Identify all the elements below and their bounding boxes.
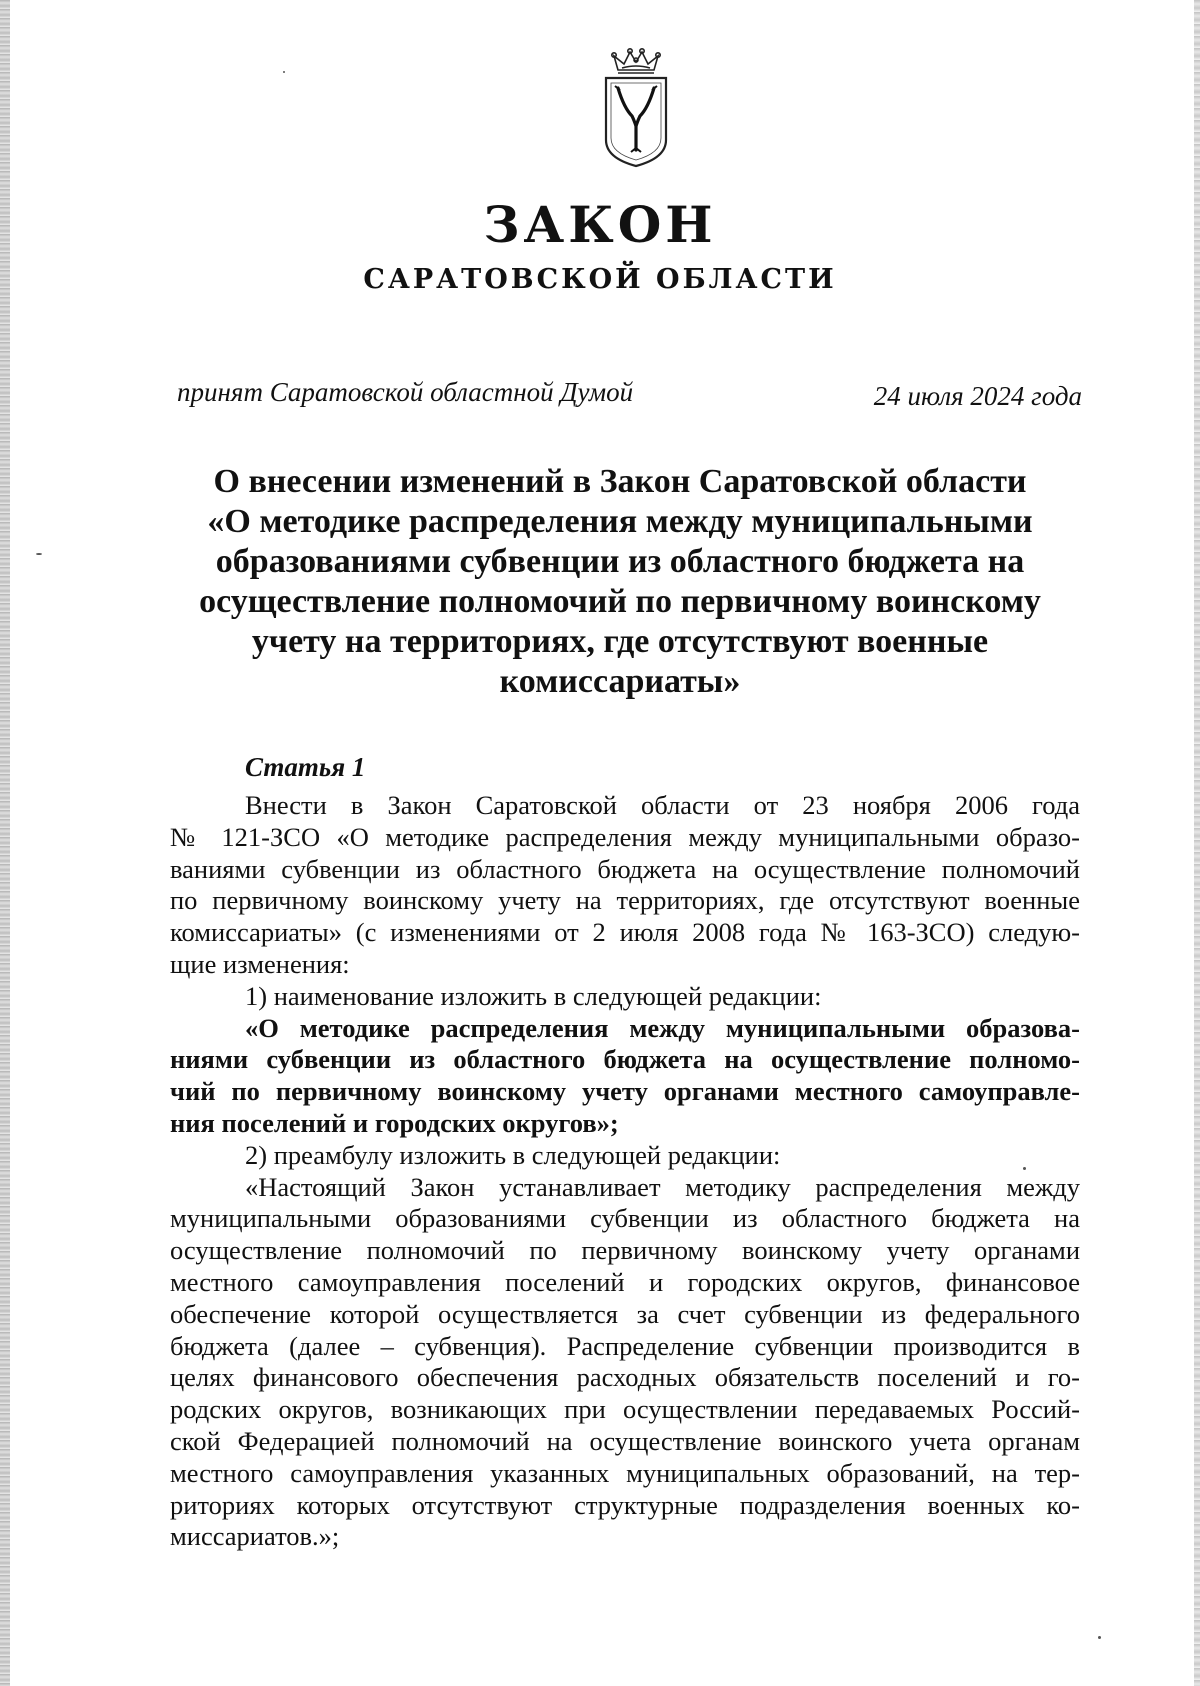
item-2-quote-line: осуществление полномочий по первичному воинскому учету органами bbox=[170, 1235, 1080, 1266]
coat-of-arms-icon bbox=[598, 48, 674, 168]
item-2-quote-line: миссариатов.»; bbox=[170, 1521, 340, 1552]
document-title-line: «О методике распределения между муниципальными bbox=[207, 503, 1033, 540]
adopted-by: принят Саратовской областной Думой bbox=[177, 377, 634, 407]
body-line: Внести в Закон Саратовской области от 23 ноября 2006 года bbox=[245, 790, 1080, 820]
body-line: № 121-ЗСО «О методике распределения между муниципальными образо- bbox=[170, 821, 1080, 852]
item-2-quote-line: «Настоящий Закон устанавливает методику распределения между bbox=[245, 1171, 1080, 1202]
body-line: щие изменения: bbox=[170, 948, 350, 979]
document-title-line: осуществление полномочий по первичному воинскому bbox=[199, 583, 1041, 620]
item-1-quote-line: чий по первичному воинскому учету органами местного самоуправле- bbox=[170, 1076, 1080, 1107]
body-line: ваниями субвенции из областного бюджета на осуществление полномочий bbox=[170, 853, 1080, 884]
adoption-date: 24 июля 2024 года bbox=[873, 381, 1082, 411]
item-2-quote-line: местного самоуправления поселений и городских округов, финансовое bbox=[170, 1266, 1080, 1297]
item-2-quote-line: местного самоуправления указанных муниципальных образований, на тер- bbox=[170, 1457, 1080, 1488]
item-1-quote-line: ниями субвенции из областного бюджета на осуществление полномо- bbox=[170, 1044, 1080, 1075]
document-title-line: О внесении изменений в Закон Саратовской области bbox=[213, 463, 1027, 500]
scan-speck bbox=[283, 71, 285, 73]
item-2: 2) преамбулу изложить в следующей редакции: bbox=[245, 1139, 781, 1170]
document-title bbox=[160, 462, 1080, 702]
body-line: комиссариаты» (с изменениями от 2 июля 2008 года № 163-ЗСО) следую- bbox=[170, 917, 1080, 948]
item-2-quote-line: целях финансового обеспечения расходных обязательств поселений и го- bbox=[170, 1362, 1080, 1393]
item-1-quote-line: ния поселений и городских округов»; bbox=[170, 1107, 619, 1138]
document-title-line: комиссариаты» bbox=[499, 663, 741, 700]
item-2-quote-line: риториях которых отсутствуют структурные подразделения военных ко- bbox=[170, 1489, 1080, 1520]
item-2-quote-line: родских округов, возникающих при осуществлении передаваемых Россий- bbox=[170, 1394, 1080, 1425]
law-title: ЗАКОН bbox=[483, 195, 717, 254]
article-label: Статья 1 bbox=[245, 752, 366, 782]
law-subtitle: САРАТОВСКОЙ ОБЛАСТИ bbox=[363, 264, 837, 295]
document-title-line: учету на территориях, где отсутствуют военные bbox=[251, 623, 989, 660]
item-1-quote-line: «О методике распределения между муниципальными образова- bbox=[245, 1012, 1080, 1043]
item-1: 1) наименование изложить в следующей редакции: bbox=[245, 980, 822, 1011]
document-title-line: образованиями субвенции из областного бюджета на bbox=[215, 543, 1025, 580]
item-2-quote-line: ской Федерацией полномочий на осуществление воинского учета органам bbox=[170, 1425, 1080, 1456]
item-2-quote-line: муниципальными образованиями субвенции из областного бюджета на bbox=[170, 1203, 1080, 1234]
scan-speck bbox=[1098, 1636, 1101, 1639]
item-2-quote-line: бюджета (далее – субвенция). Распределение субвенции производится в bbox=[170, 1330, 1080, 1361]
body-line: по первичному воинскому учету на территориях, где отсутствуют военные bbox=[170, 885, 1080, 916]
scan-speck bbox=[36, 553, 42, 555]
article-body bbox=[170, 790, 1080, 1553]
item-2-quote-line: обеспечение которой осуществляется за счет субвенции из федерального bbox=[170, 1298, 1080, 1329]
